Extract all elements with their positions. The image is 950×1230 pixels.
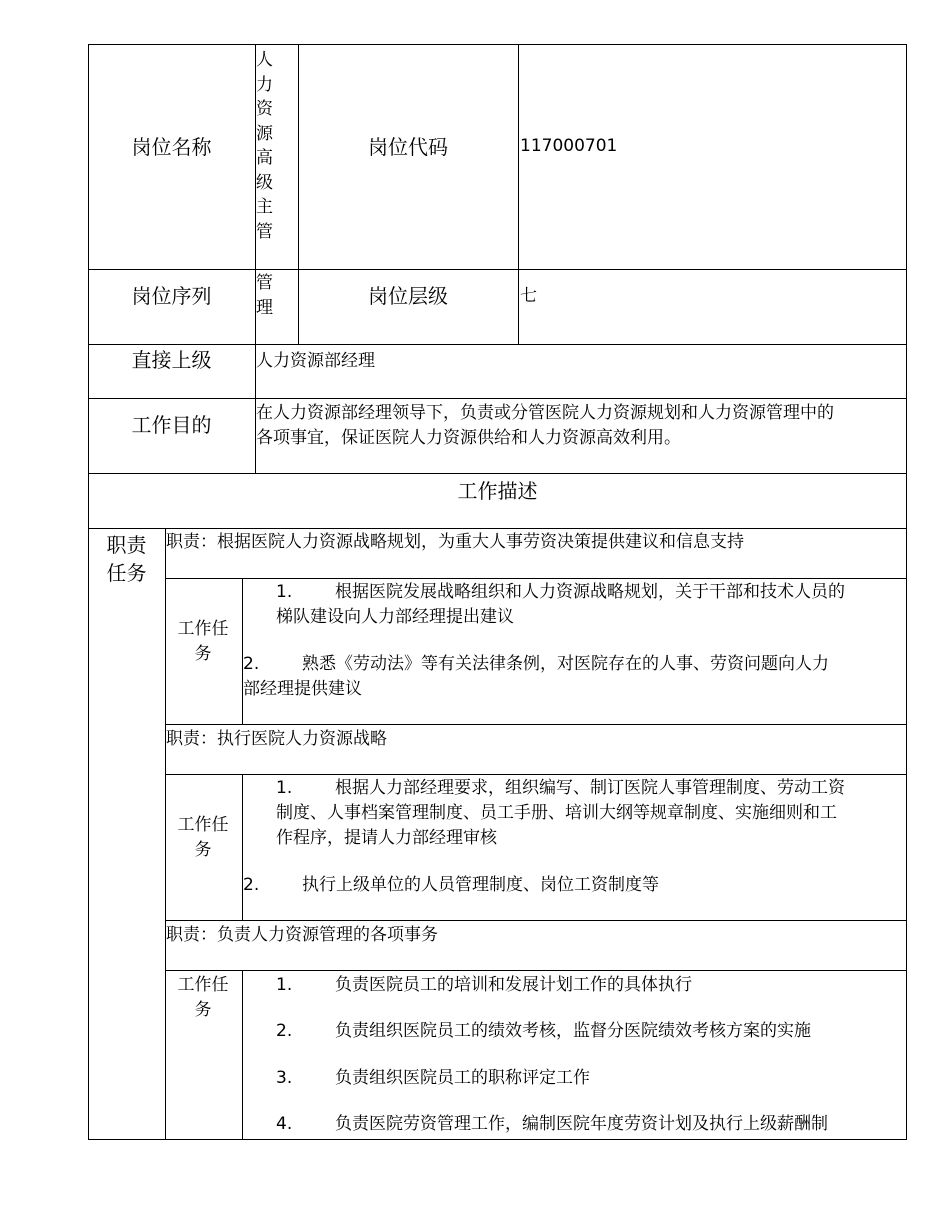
table-border-right <box>906 44 907 1140</box>
task-number: 1. <box>276 975 293 995</box>
duties-label-line-2: 任务 <box>106 561 147 585</box>
task-number: 2. <box>243 654 260 674</box>
post-name-label: 岗位名称 <box>131 135 212 159</box>
table-border-bottom <box>88 1139 907 1140</box>
row-divider <box>88 344 907 345</box>
task-label <box>165 813 241 862</box>
row-divider <box>88 473 907 474</box>
superior-label: 直接上级 <box>131 348 212 372</box>
table-border-left <box>88 44 89 1140</box>
task-label-line-1: 工作任 <box>177 619 229 639</box>
duty-title: 职责：负责人力资源管理的各项事务 <box>166 925 438 945</box>
row-divider <box>165 920 907 921</box>
duties-label-line-1: 职责 <box>106 533 147 557</box>
task-text-line: 负责组织医院员工的绩效考核，监督分医院绩效考核方案的实施 <box>335 1021 811 1041</box>
row-divider <box>165 578 907 579</box>
task-label <box>165 973 241 1022</box>
description-title: 工作描述 <box>457 479 538 503</box>
task-text-line: 负责医院员工的培训和发展计划工作的具体执行 <box>335 975 692 995</box>
task-text-line: 负责医院劳资管理工作，编制医院年度劳资计划及执行上级薪酬制 <box>335 1114 828 1134</box>
task-label-line-1: 工作任 <box>177 815 229 835</box>
row-divider <box>88 269 907 270</box>
purpose-line-1: 在人力资源部经理领导下，负责或分管医院人力资源规划和人力资源管理中的 <box>256 403 834 423</box>
task-text-line: 梯队建设向人力部经理提出建议 <box>276 607 514 627</box>
task-text-line: 负责组织医院员工的职称评定工作 <box>335 1068 590 1088</box>
col-divider <box>242 774 243 921</box>
task-text-line: 作程序，提请人力部经理审核 <box>276 828 497 848</box>
purpose-label: 工作目的 <box>131 413 212 437</box>
task-number: 1. <box>276 582 293 602</box>
post-code-value: 117000701 <box>520 136 618 156</box>
task-text-line: 制度、人事档案管理制度、员工手册、培训大纲等规章制度、实施细则和工 <box>276 803 837 823</box>
task-label-line-2: 务 <box>194 999 212 1020</box>
post-name-value: 人力资源高级主管 <box>256 50 273 242</box>
task-number: 1. <box>276 778 293 798</box>
col-divider <box>518 44 519 345</box>
task-number: 4. <box>276 1114 293 1134</box>
task-number: 3. <box>276 1068 293 1088</box>
task-text-line: 根据人力部经理要求，组织编写、制订医院人事管理制度、劳动工资 <box>335 778 845 798</box>
task-text-line: 部经理提供建议 <box>243 679 362 699</box>
row-divider <box>88 398 907 399</box>
task-number: 2. <box>276 1021 293 1041</box>
task-text-line: 熟悉《劳动法》等有关法律条例，对医院存在的人事、劳资问题向人力 <box>302 654 829 674</box>
duty-title: 职责：执行医院人力资源战略 <box>166 729 387 749</box>
superior-value: 人力资源部经理 <box>256 351 375 371</box>
task-label-line-2: 务 <box>194 839 212 860</box>
purpose-line-2: 各项事宜，保证医院人力资源供给和人力资源高效利用。 <box>256 428 681 448</box>
post-series-label: 岗位序列 <box>131 284 212 308</box>
row-divider <box>165 774 907 775</box>
table-border-top <box>88 44 907 45</box>
duty-title: 职责：根据医院人力资源战略规划，为重大人事劳资决策提供建议和信息支持 <box>166 532 744 552</box>
task-text-line: 根据医院发展战略组织和人力资源战略规划，关于干部和技术人员的 <box>335 582 845 602</box>
task-label-line-1: 工作任 <box>177 975 229 995</box>
post-series-value: 管理 <box>256 273 273 318</box>
col-divider <box>242 970 243 1140</box>
task-label-line-2: 务 <box>194 643 212 664</box>
post-level-value: 七 <box>520 286 537 306</box>
task-text-line: 执行上级单位的人员管理制度、岗位工资制度等 <box>302 875 659 895</box>
row-divider <box>165 724 907 725</box>
post-code-label: 岗位代码 <box>368 135 448 159</box>
post-level-label: 岗位层级 <box>368 284 448 308</box>
row-divider <box>88 528 907 529</box>
task-label <box>165 617 241 666</box>
row-divider <box>165 970 907 971</box>
task-number: 2. <box>243 875 260 895</box>
